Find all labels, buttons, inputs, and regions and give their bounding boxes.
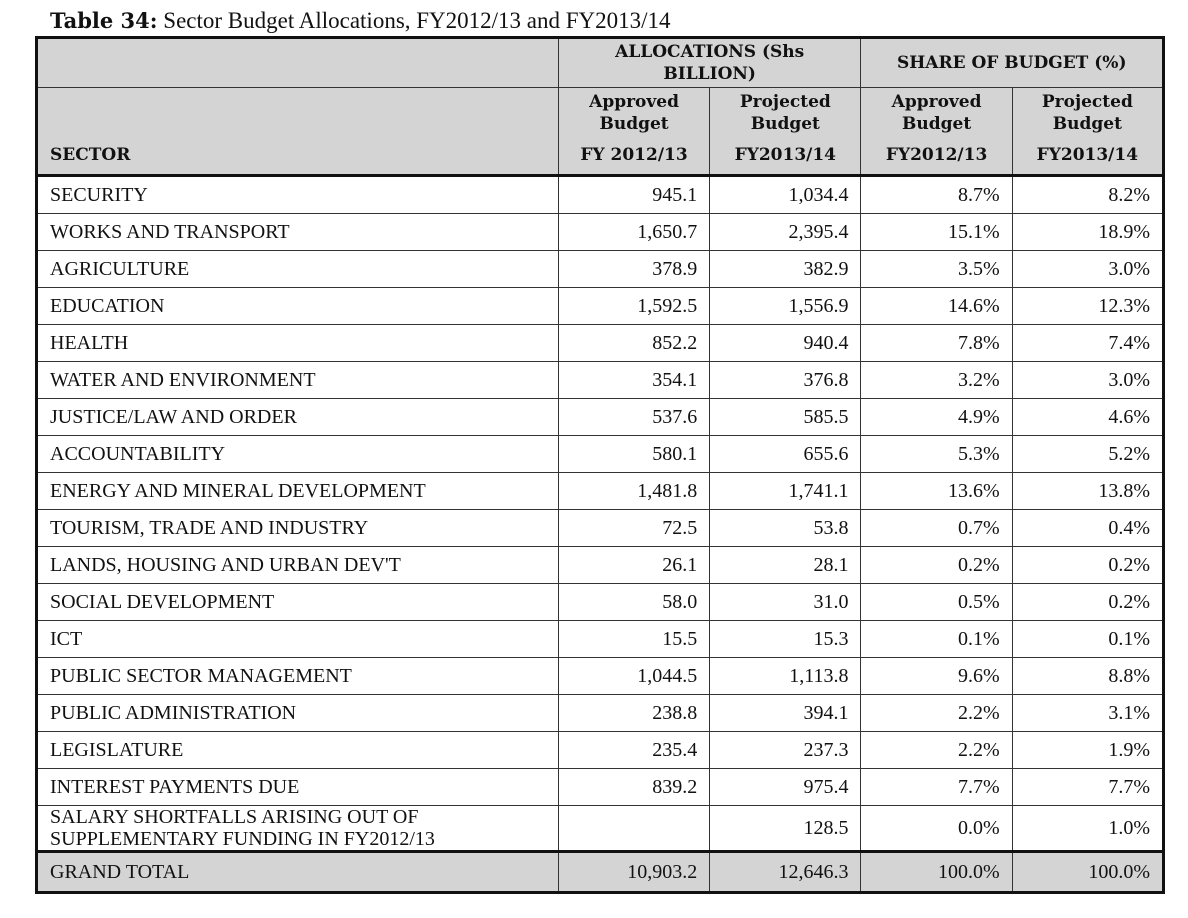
sector-name-cell: WORKS AND TRANSPORT <box>37 214 559 251</box>
share-fy2012-cell: 8.7% <box>861 176 1012 214</box>
alloc-fy2013-cell: 28.1 <box>710 547 861 584</box>
sector-name-cell: WATER AND ENVIRONMENT <box>37 362 559 399</box>
header-col-1-line2: Budget <box>599 114 669 134</box>
alloc-fy2012-cell: 1,044.5 <box>558 658 709 695</box>
alloc-fy2013-cell: 237.3 <box>710 732 861 769</box>
share-fy2012-cell: 9.6% <box>861 658 1012 695</box>
alloc-fy2013-cell: 2,395.4 <box>710 214 861 251</box>
header-col-3-line1: Approved <box>891 92 982 112</box>
alloc-fy2013-cell: 31.0 <box>710 584 861 621</box>
header-col-3-line2: Budget <box>902 114 972 134</box>
share-fy2013-cell: 0.1% <box>1012 621 1163 658</box>
header-fy-2: FY2013/14 <box>710 136 861 176</box>
alloc-fy2012-cell: 1,650.7 <box>558 214 709 251</box>
share-fy2013-cell: 3.1% <box>1012 695 1163 732</box>
header-col-4 <box>1012 88 1163 137</box>
share-fy2013-cell: 0.2% <box>1012 547 1163 584</box>
share-fy2013-cell: 1.9% <box>1012 732 1163 769</box>
alloc-fy2012-cell: 1,592.5 <box>558 288 709 325</box>
alloc-fy2013-cell: 128.5 <box>710 806 861 852</box>
share-fy2013-cell: 7.7% <box>1012 769 1163 806</box>
grand-total-share-fy2013-cell: 100.0% <box>1012 852 1163 893</box>
table-row <box>37 510 1164 547</box>
share-fy2013-cell: 18.9% <box>1012 214 1163 251</box>
alloc-fy2012-cell: 852.2 <box>558 325 709 362</box>
alloc-fy2012-cell: 72.5 <box>558 510 709 547</box>
share-fy2012-cell: 3.5% <box>861 251 1012 288</box>
share-fy2013-cell: 5.2% <box>1012 436 1163 473</box>
share-fy2012-cell: 2.2% <box>861 695 1012 732</box>
grand-total-share-fy2012-cell: 100.0% <box>861 852 1012 893</box>
alloc-fy2013-cell: 53.8 <box>710 510 861 547</box>
sector-name-cell: ENERGY AND MINERAL DEVELOPMENT <box>37 473 559 510</box>
alloc-fy2013-cell: 1,741.1 <box>710 473 861 510</box>
share-fy2013-cell: 3.0% <box>1012 362 1163 399</box>
table-row <box>37 362 1164 399</box>
header-allocations-group: ALLOCATIONS (Shs BILLION) <box>558 38 861 88</box>
alloc-fy2012-cell: 580.1 <box>558 436 709 473</box>
header-col-2 <box>710 88 861 137</box>
share-fy2013-cell: 8.2% <box>1012 176 1163 214</box>
sector-name-cell: EDUCATION <box>37 288 559 325</box>
alloc-fy2013-cell: 382.9 <box>710 251 861 288</box>
table-row <box>37 769 1164 806</box>
sector-name-cell: LEGISLATURE <box>37 732 559 769</box>
share-fy2012-cell: 7.7% <box>861 769 1012 806</box>
header-sector: SECTOR <box>37 136 559 176</box>
alloc-fy2013-cell: 655.6 <box>710 436 861 473</box>
share-fy2013-cell: 4.6% <box>1012 399 1163 436</box>
sector-name-cell: SECURITY <box>37 176 559 214</box>
alloc-fy2013-cell: 1,113.8 <box>710 658 861 695</box>
sector-name-cell: HEALTH <box>37 325 559 362</box>
alloc-fy2012-cell: 378.9 <box>558 251 709 288</box>
sector-budget-table <box>35 36 1165 894</box>
share-fy2012-cell: 0.1% <box>861 621 1012 658</box>
table-body <box>37 176 1164 893</box>
alloc-fy2012-cell: 26.1 <box>558 547 709 584</box>
header-row-groups <box>37 38 1164 88</box>
table-row <box>37 288 1164 325</box>
share-fy2012-cell: 3.2% <box>861 362 1012 399</box>
alloc-fy2013-cell: 376.8 <box>710 362 861 399</box>
header-col-2-line2: Budget <box>750 114 820 134</box>
share-fy2013-cell: 1.0% <box>1012 806 1163 852</box>
alloc-fy2012-cell: 1,481.8 <box>558 473 709 510</box>
sector-name-cell: ICT <box>37 621 559 658</box>
table-row <box>37 399 1164 436</box>
table-caption <box>50 6 671 36</box>
share-fy2013-cell: 0.2% <box>1012 584 1163 621</box>
sector-name-cell: LANDS, HOUSING AND URBAN DEV'T <box>37 547 559 584</box>
share-fy2012-cell: 15.1% <box>861 214 1012 251</box>
table-row <box>37 658 1164 695</box>
share-fy2012-cell: 14.6% <box>861 288 1012 325</box>
table-row <box>37 547 1164 584</box>
table-row <box>37 251 1164 288</box>
alloc-fy2013-cell: 394.1 <box>710 695 861 732</box>
grand-total-row <box>37 852 1164 893</box>
table-row <box>37 695 1164 732</box>
alloc-fy2012-cell <box>558 806 709 852</box>
share-fy2013-cell: 3.0% <box>1012 251 1163 288</box>
caption-text: Sector Budget Allocations, FY2012/13 and FY2013/14 <box>163 8 671 33</box>
alloc-fy2012-cell: 945.1 <box>558 176 709 214</box>
alloc-fy2012-cell: 15.5 <box>558 621 709 658</box>
share-fy2013-cell: 7.4% <box>1012 325 1163 362</box>
table-row <box>37 436 1164 473</box>
share-fy2012-cell: 7.8% <box>861 325 1012 362</box>
share-fy2013-cell: 13.8% <box>1012 473 1163 510</box>
share-fy2013-cell: 8.8% <box>1012 658 1163 695</box>
table-row <box>37 584 1164 621</box>
header-fy-4: FY2013/14 <box>1012 136 1163 176</box>
table-row <box>37 176 1164 214</box>
grand-total-alloc-fy2012-cell: 10,903.2 <box>558 852 709 893</box>
header-col-1-line1: Approved <box>589 92 679 112</box>
header-col-2-line1: Projected <box>739 92 831 112</box>
alloc-fy2012-cell: 235.4 <box>558 732 709 769</box>
header-col-3 <box>861 88 1012 137</box>
sector-name-cell: JUSTICE/LAW AND ORDER <box>37 399 559 436</box>
header-row-budget-type <box>37 88 1164 137</box>
share-fy2013-cell: 12.3% <box>1012 288 1163 325</box>
share-fy2012-cell: 2.2% <box>861 732 1012 769</box>
table-row <box>37 732 1164 769</box>
table-row <box>37 621 1164 658</box>
alloc-fy2013-cell: 940.4 <box>710 325 861 362</box>
table-row <box>37 214 1164 251</box>
header-blank-cell <box>37 88 559 137</box>
header-col-1 <box>558 88 709 137</box>
sector-name-cell: AGRICULTURE <box>37 251 559 288</box>
header-row-fiscal-year <box>37 136 1164 176</box>
share-fy2012-cell: 0.7% <box>861 510 1012 547</box>
sector-name-cell: SOCIAL DEVELOPMENT <box>37 584 559 621</box>
caption-label: Table 34: <box>50 8 158 33</box>
sector-name-cell: PUBLIC ADMINISTRATION <box>37 695 559 732</box>
header-fy-3: FY2012/13 <box>861 136 1012 176</box>
share-fy2012-cell: 0.5% <box>861 584 1012 621</box>
header-blank-cell <box>37 38 559 88</box>
header-col-4-line1: Projected <box>1041 92 1133 112</box>
sector-name-cell: PUBLIC SECTOR MANAGEMENT <box>37 658 559 695</box>
table-row <box>37 473 1164 510</box>
sector-name-cell: SALARY SHORTFALLS ARISING OUT OF SUPPLEMENTARY FUNDING IN FY2012/13 <box>37 806 559 852</box>
share-fy2013-cell: 0.4% <box>1012 510 1163 547</box>
alloc-fy2013-cell: 585.5 <box>710 399 861 436</box>
grand-total-alloc-fy2013-cell: 12,646.3 <box>710 852 861 893</box>
header-fy-1: FY 2012/13 <box>558 136 709 176</box>
grand-total-label: GRAND TOTAL <box>37 852 559 893</box>
alloc-fy2013-cell: 975.4 <box>710 769 861 806</box>
alloc-fy2013-cell: 1,034.4 <box>710 176 861 214</box>
table-row <box>37 806 1164 852</box>
share-fy2012-cell: 0.2% <box>861 547 1012 584</box>
alloc-fy2012-cell: 354.1 <box>558 362 709 399</box>
alloc-fy2012-cell: 839.2 <box>558 769 709 806</box>
header-col-4-line2: Budget <box>1052 114 1122 134</box>
share-fy2012-cell: 5.3% <box>861 436 1012 473</box>
header-share-group: SHARE OF BUDGET (%) <box>861 38 1164 88</box>
alloc-fy2012-cell: 58.0 <box>558 584 709 621</box>
sector-name-cell: INTEREST PAYMENTS DUE <box>37 769 559 806</box>
share-fy2012-cell: 13.6% <box>861 473 1012 510</box>
sector-name-cell: ACCOUNTABILITY <box>37 436 559 473</box>
alloc-fy2013-cell: 1,556.9 <box>710 288 861 325</box>
share-fy2012-cell: 4.9% <box>861 399 1012 436</box>
table-row <box>37 325 1164 362</box>
alloc-fy2013-cell: 15.3 <box>710 621 861 658</box>
alloc-fy2012-cell: 537.6 <box>558 399 709 436</box>
share-fy2012-cell: 0.0% <box>861 806 1012 852</box>
sector-name-cell: TOURISM, TRADE AND INDUSTRY <box>37 510 559 547</box>
alloc-fy2012-cell: 238.8 <box>558 695 709 732</box>
